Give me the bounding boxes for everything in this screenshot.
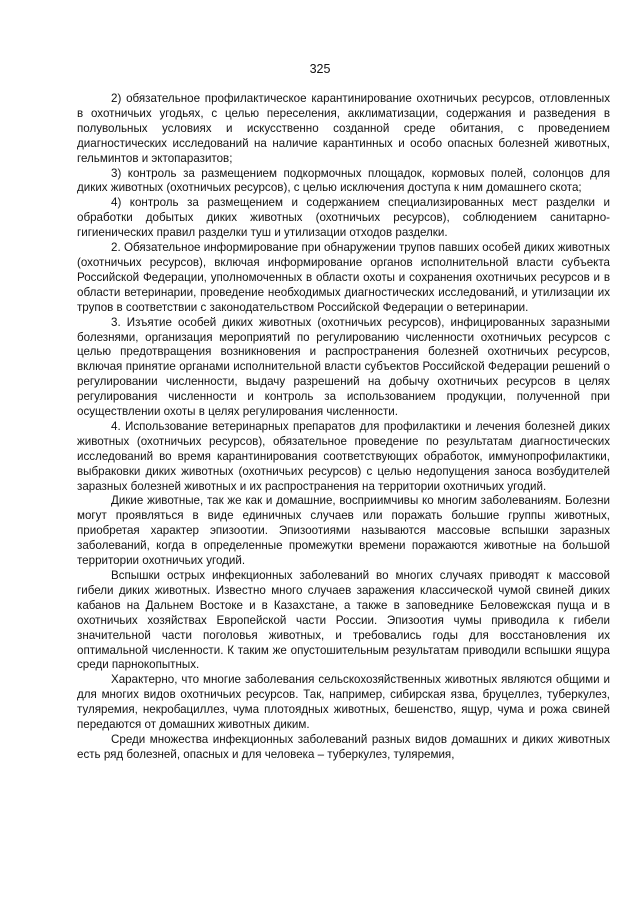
paragraph-item-2: 2) обязательное профилактическое карантинирование охотничьих ресурсов, отловленных в охотничьих угодьях, с целью переселения, акклиматизации, содержания и разведения в полувольных условиях и искусственно созданной среде обитания, с проведением диагностических исследований на наличие карантинных и особо опасных болезней животных, гельминтов и эктопаразитов; — [77, 92, 610, 165]
paragraph-section-3: 3. Изъятие особей диких животных (охотничьих ресурсов), инфицированных заразными болезнями, организация мероприятий по регулированию численности охотничьих ресурсов с целью предотвращения возникновения и распространения болезней охотничьих ресурсов, включая принятие органами исполнительной власти субъектов Российской Федерации решений о регулировании численности, выдачу разрешений на добычу охотничьих ресурсов в целях регулирования численности и контроль за использованием продукции, полученной при осуществлении охоты в целях регулирования численности. — [77, 315, 610, 419]
paragraph-human-diseases: Среди множества инфекционных заболеваний разных видов домашних и диких животных есть ряд болезней, опасных и для человека – туберкулез, туляремия, — [77, 732, 610, 761]
paragraph-wild-animals: Дикие животные, так же как и домашние, восприимчивы ко многим заболеваниям. Болезни могут проявляться в виде единичных случаев или поражать большие группы животных, приобретая характер эпизоотии. Эпизоотиями называются массовые вспышки заразных заболеваний, когда в определенные промежутки времени поражаются животные на большой территории охотничьих угодий. — [77, 494, 610, 568]
paragraph-section-4: 4. Использование ветеринарных препаратов для профилактики и лечения болезней диких животных (охотничьих ресурсов), обязательное проведение по результатам диагностических исследований во время карантинирования соответствующих обработок, иммунопрофилактики, выбраковки диких животных (охотничьих ресурсов) с целью недопущения заноса возбудителей заразных болезней животных и их распространения на территории охотничьих угодий. — [77, 419, 610, 493]
page-number: 325 — [309, 62, 331, 76]
paragraph-section-2: 2. Обязательное информирование при обнаружении трупов павших особей диких животных (охотничьих ресурсов), включая информирование органов исполнительной власти субъекта Российской Федерации, уполномоченных в области охоты и сохранения охотничьих ресурсов и в области ветеринарии, проведение необходимых диагностических исследований, и утилизации их трупов в соответствии с законодательством Российской Федерации о ветеринарии. — [77, 241, 610, 314]
paragraph-outbreaks: Вспышки острых инфекционных заболеваний во многих случаях приводят к массовой гибели диких животных. Известно много случаев заражения классической чумой свиней диких кабанов на Дальнем Востоке и в Казахстане, а также в заповеднике Беловежская пуща и в охотничьих хозяйствах Европейской части России. Эпизоотия чумы приводила к гибели значительной части поголовья животных, и требовались годы для восстановления их оптимальной численности. К таким же опустошительным результатам приводили вспышки ящура среди парнокопытных. — [77, 569, 610, 672]
paragraph-common-diseases: Характерно, что многие заболевания сельскохозяйственных животных являются общими и для многих видов охотничьих ресурсов. Так, например, сибирская язва, бруцеллез, туберкулез, туляремия, некробациллез, чума плотоядных животных, бешенство, ящур, чума и рожа свиней передаются от домашних животных диким. — [77, 673, 610, 732]
document-body — [77, 92, 610, 763]
paragraph-item-4: 4) контроль за размещением и содержанием специализированных мест разделки и обработки добытых диких животных (охотничьих ресурсов), соблюдением санитарно-гигиенических правил разделки туш и утилизации отходов разделки. — [77, 196, 610, 240]
paragraph-item-3: 3) контроль за размещением подкормочных площадок, кормовых полей, солонцов для диких животных (охотничьих ресурсов), с целью исключения доступа к ним домашнего скота; — [77, 166, 610, 195]
